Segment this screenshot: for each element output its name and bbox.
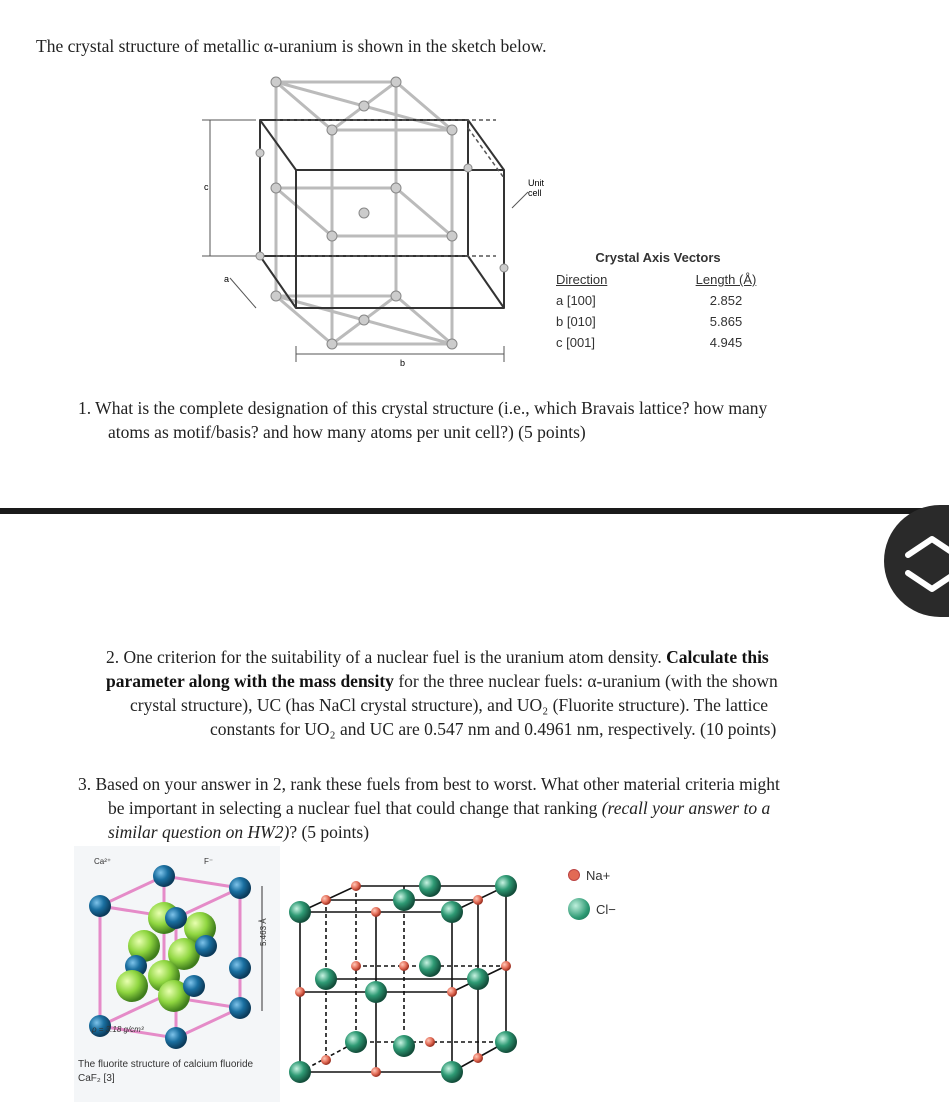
nacl-structure-figure bbox=[286, 872, 526, 1088]
question-3 bbox=[78, 772, 878, 844]
caption-line: CaF₂ [3] bbox=[78, 1073, 115, 1084]
q2-line-1 bbox=[106, 645, 846, 669]
axis-direction: a [100] bbox=[556, 293, 596, 308]
legend-label: Cl− bbox=[596, 901, 616, 917]
legend-label: Na+ bbox=[586, 867, 611, 883]
q2-line-4: constants for UO₂ and UC are 0.547 nm and 0.4961 nm, respectively. (10 points) bbox=[210, 719, 777, 739]
q3-text: be important in selecting a nuclear fuel that could change that ranking bbox=[108, 798, 602, 818]
q2-bold-text: parameter along with the mass density bbox=[106, 671, 394, 691]
axis-length: 4.945 bbox=[709, 335, 743, 350]
b-axis-label: b bbox=[400, 358, 406, 368]
axis-row bbox=[556, 332, 766, 353]
na-ion-icon bbox=[568, 869, 580, 881]
alpha-uranium-sketch bbox=[196, 68, 546, 368]
q3-italic-text: similar question on HW2) bbox=[108, 822, 290, 842]
axis-direction: c [001] bbox=[556, 335, 596, 350]
nacl-legend bbox=[568, 858, 616, 926]
fluorite-caption bbox=[78, 1058, 253, 1086]
q1-line-1: 1. What is the complete designation of this crystal structure (i.e., which Bravais lattice? how many bbox=[78, 398, 768, 418]
axis-table-title: Crystal Axis Vectors bbox=[595, 250, 721, 265]
q1-line-2: atoms as motif/basis? and how many atoms per unit cell?) (5 points) bbox=[108, 422, 586, 442]
f-ion-label: F⁻ bbox=[204, 857, 214, 866]
unit-cell-label-2: cell bbox=[528, 188, 542, 198]
ca-ion-label: Ca²⁺ bbox=[94, 857, 112, 866]
axis-table-header bbox=[556, 269, 766, 290]
legend-item-cl bbox=[568, 892, 616, 926]
page-divider bbox=[0, 508, 949, 514]
axis-length: 5.865 bbox=[709, 314, 743, 329]
axis-length: 2.852 bbox=[709, 293, 743, 308]
q3-line-3 bbox=[78, 820, 878, 844]
q3-line-1: 3. Based on your answer in 2, rank these fuels from best to worst. What other material criteria might bbox=[78, 774, 780, 794]
intro-text: The crystal structure of metallic α-uranium is shown in the sketch below. bbox=[36, 36, 547, 56]
length-header: Length (Å) bbox=[695, 272, 757, 287]
q2-line-2 bbox=[106, 669, 846, 693]
lattice-dimension-label: 5.463 Å bbox=[259, 918, 268, 946]
axis-row bbox=[556, 290, 766, 311]
unit-cell-label: Unit bbox=[528, 178, 545, 188]
q3-italic-text: (recall your answer to a bbox=[601, 798, 771, 818]
q3-text: ? (5 points) bbox=[289, 822, 370, 842]
chevron-up-down-icon bbox=[898, 521, 949, 601]
q2-text: 2. One criterion for the suitability of a nuclear fuel is the uranium atom density. bbox=[106, 647, 667, 667]
crystal-axis-table bbox=[556, 250, 766, 353]
q2-text: for the three nuclear fuels: α-uranium (with the shown bbox=[393, 671, 778, 691]
axis-direction: b [010] bbox=[556, 314, 596, 329]
legend-item-na bbox=[568, 858, 616, 892]
page-nav-button[interactable] bbox=[884, 505, 949, 617]
question-2 bbox=[106, 645, 846, 741]
c-axis-label: c bbox=[204, 182, 209, 192]
question-1 bbox=[78, 396, 868, 444]
density-label: ρ = 3.18 g/cm³ bbox=[92, 1025, 144, 1034]
q2-bold-text: Calculate this bbox=[666, 647, 769, 667]
direction-header: Direction bbox=[556, 272, 608, 287]
cl-ion-icon bbox=[568, 898, 590, 920]
q3-line-2 bbox=[78, 796, 878, 820]
a-axis-label: a bbox=[224, 274, 230, 284]
q2-line-3: crystal structure), UC (has NaCl crystal structure), and UO₂ (Fluorite structure). The lattice bbox=[130, 695, 769, 715]
caption-line: The fluorite structure of calcium fluoride bbox=[78, 1059, 254, 1070]
axis-row bbox=[556, 311, 766, 332]
